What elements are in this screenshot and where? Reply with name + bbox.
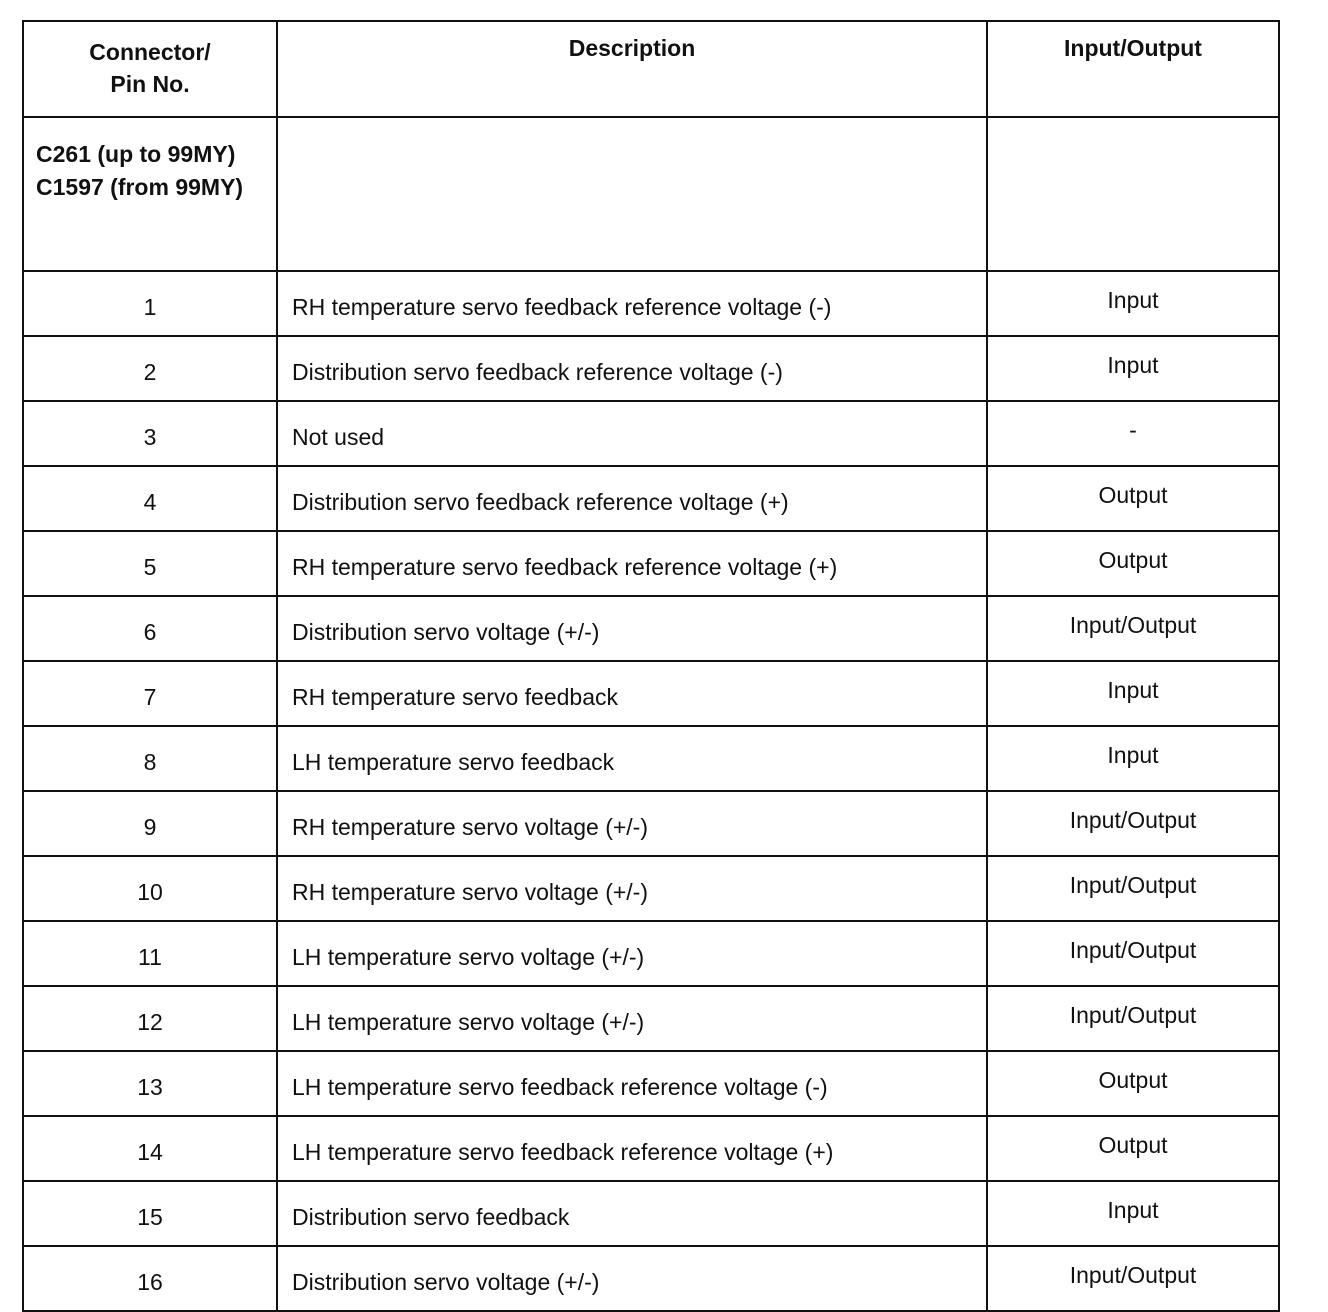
table-row	[23, 596, 1279, 661]
pin-description-cell: LH temperature servo voltage (+/-)	[277, 921, 987, 986]
pin-number-cell: 9	[23, 791, 277, 856]
pin-number-cell: 10	[23, 856, 277, 921]
table-row	[23, 1051, 1279, 1116]
table-row	[23, 791, 1279, 856]
connector-description-cell	[277, 117, 987, 271]
header-input-output	[987, 21, 1279, 117]
table-row	[23, 1246, 1279, 1311]
pin-io-cell: Output	[987, 1116, 1279, 1181]
pin-io-cell: Input/Output	[987, 856, 1279, 921]
pin-description-cell: LH temperature servo feedback reference voltage (+)	[277, 1116, 987, 1181]
pin-description-cell: Distribution servo feedback reference voltage (-)	[277, 336, 987, 401]
pin-number-cell: 2	[23, 336, 277, 401]
pin-description-cell: LH temperature servo voltage (+/-)	[277, 986, 987, 1051]
pin-description-cell: RH temperature servo feedback	[277, 661, 987, 726]
table-row	[23, 726, 1279, 791]
pin-description-cell: RH temperature servo voltage (+/-)	[277, 856, 987, 921]
pin-number-cell: 1	[23, 271, 277, 336]
header-connector-pin	[23, 21, 277, 117]
pin-io-cell: Input	[987, 726, 1279, 791]
header-description-label: Description	[568, 35, 696, 61]
connector-row	[23, 117, 1279, 271]
pin-description-cell: Distribution servo voltage (+/-)	[277, 596, 987, 661]
table-row	[23, 1181, 1279, 1246]
table-header-row	[23, 21, 1279, 117]
pin-number-cell: 5	[23, 531, 277, 596]
pin-number-cell: 14	[23, 1116, 277, 1181]
pin-description-cell: Distribution servo voltage (+/-)	[277, 1246, 987, 1311]
table-row	[23, 986, 1279, 1051]
pin-io-cell: Input	[987, 661, 1279, 726]
table-row	[23, 401, 1279, 466]
table-row	[23, 531, 1279, 596]
pin-io-cell: -	[987, 401, 1279, 466]
pin-io-cell: Output	[987, 531, 1279, 596]
pin-number-cell: 8	[23, 726, 277, 791]
table-row	[23, 1116, 1279, 1181]
table-row	[23, 271, 1279, 336]
table-row	[23, 921, 1279, 986]
pin-io-cell: Output	[987, 466, 1279, 531]
connector-io-cell	[987, 117, 1279, 271]
pin-number-cell: 15	[23, 1181, 277, 1246]
header-description	[277, 21, 987, 117]
table-row	[23, 856, 1279, 921]
pin-number-cell: 6	[23, 596, 277, 661]
table-row	[23, 336, 1279, 401]
pin-description-cell: Distribution servo feedback reference voltage (+)	[277, 466, 987, 531]
pin-number-cell: 11	[23, 921, 277, 986]
connector-names-cell	[23, 117, 277, 271]
pin-description-cell: RH temperature servo feedback reference voltage (-)	[277, 271, 987, 336]
pin-number-cell: 3	[23, 401, 277, 466]
pin-number-cell: 16	[23, 1246, 277, 1311]
pin-description-cell: Not used	[277, 401, 987, 466]
pin-description-cell: Distribution servo feedback	[277, 1181, 987, 1246]
pin-io-cell: Input/Output	[987, 1246, 1279, 1311]
pin-number-cell: 12	[23, 986, 277, 1051]
pin-number-cell: 4	[23, 466, 277, 531]
table-row	[23, 466, 1279, 531]
pin-io-cell: Input/Output	[987, 791, 1279, 856]
connector-name: C261 (up to 99MY)	[36, 141, 236, 167]
connector-pin-table	[22, 20, 1280, 1312]
table-row	[23, 661, 1279, 726]
pin-number-cell: 13	[23, 1051, 277, 1116]
pin-io-cell: Input/Output	[987, 921, 1279, 986]
pin-io-cell: Output	[987, 1051, 1279, 1116]
pin-description-cell: RH temperature servo feedback reference voltage (+)	[277, 531, 987, 596]
pin-description-cell: LH temperature servo feedback reference voltage (-)	[277, 1051, 987, 1116]
pin-io-cell: Input/Output	[987, 596, 1279, 661]
pin-io-cell: Input	[987, 271, 1279, 336]
pin-description-cell: LH temperature servo feedback	[277, 726, 987, 791]
pin-io-cell: Input	[987, 1181, 1279, 1246]
connector-name: C1597 (from 99MY)	[36, 174, 244, 200]
pin-io-cell: Input	[987, 336, 1279, 401]
pin-number-cell: 7	[23, 661, 277, 726]
pin-description-cell: RH temperature servo voltage (+/-)	[277, 791, 987, 856]
pin-io-cell: Input/Output	[987, 986, 1279, 1051]
header-input-output-label: Input/Output	[1064, 35, 1202, 61]
header-connector-pin-label: Connector/ Pin No.	[89, 39, 211, 97]
